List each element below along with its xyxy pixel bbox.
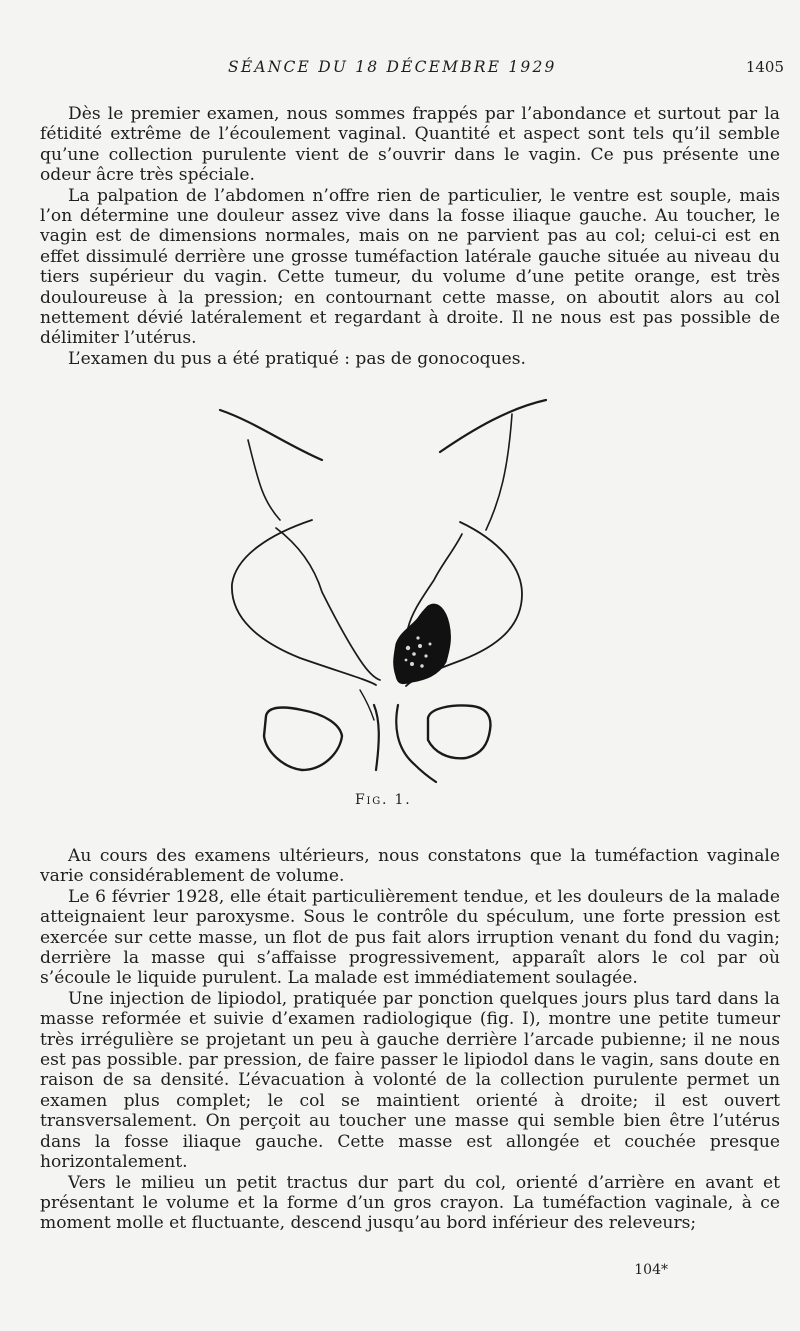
paragraph: Dès le premier examen, nous sommes frappés par l’abondance et surtout par la fétidité extrême de l’écoulement vaginal. Quantité et aspect sont tels qu’il semble qu’une collection purulente vient de s’ouvrir dans le vagin. Ce pus présente une odeur âcre très spéciale. [40, 104, 780, 186]
left-pubic-outline [360, 690, 374, 720]
lipiodol-mass [394, 604, 451, 683]
left-pelvic-brim [232, 520, 376, 685]
page-number: 1405 [745, 58, 784, 76]
left-sacral-border [276, 528, 380, 680]
text-block-bottom [40, 846, 780, 1234]
signature-mark: 104* [634, 1262, 668, 1278]
paragraph: L’examen du pus a été pratiqué : pas de gonocoques. [68, 348, 526, 369]
left-obturator-foramen [264, 708, 342, 770]
pelvic-radiograph-drawing [200, 380, 560, 800]
right-obturator-foramen [428, 706, 490, 759]
left-iliac-crest-line [220, 410, 322, 460]
paragraph: La palpation de l’abdomen n’offre rien de particulier, le ventre est souple, mais l’on détermine une douleur assez vive dans la fosse iliaque gauche. Au toucher, le vagin est de dimensions normales, mais on ne parvient pas au col; celui-ci est en effet dissimulé derrière une grosse tuméfaction latérale gauche située au niveau du tiers supérieur du vagin. Cette tumeur, du volume d’une petite orange, est très douloureuse à la pression; en contournant cette masse, on aboutit alors au col nettement dévié latéralement et regardant à droite. Il ne nous est pas possible de délimiter l’utérus. [40, 185, 780, 349]
right-ala-inner-line [486, 414, 512, 530]
paragraph: Vers le milieu un petit tractus dur part du col, orienté d’arrière en avant et présentant le volume et la forme d’un gros crayon. La tuméfaction vaginale, à ce moment molle et fluctuante, descend jusqu’au bord inférieur des releveurs; [40, 1172, 780, 1234]
figure-1 [200, 380, 560, 800]
figure-caption: Fig. 1. [355, 792, 412, 808]
running-title: SÉANCE DU 18 DÉCEMBRE 1929 [228, 58, 557, 76]
left-ala-inner-line [248, 440, 280, 520]
paragraph: Au cours des examens ultérieurs, nous constatons que la tuméfaction vaginale varie considérablement de volume. [40, 846, 780, 887]
page-header [0, 58, 800, 82]
paragraph: Le 6 février 1928, elle était particulièrement tendue, et les douleurs de la malade atteignaient leur paroxysme. Sous le contrôle du spéculum, une forte pression est exercée sur cette masse, un flot de pus fait alors irruption venant du fond du vagin; derrière la masse qui s’affaisse progressivement, apparaît alors le col par où s’écoule le liquide purulent. La malade est immédiatement soulagée. [40, 886, 780, 989]
paragraph: Une injection de lipiodol, pratiquée par ponction quelques jours plus tard dans la masse reformée et suivie d’examen radiologique (fig. I), montre une petite tumeur très irrégulière se projetant un peu à gauche derrière l’arcade pubienne; il ne nous est pas possible. par pression, de faire passer le lipiodol dans le vagin, sans doute en raison de sa densité. L’évacuation à volonté de la collection purulente permet un examen plus complet; le col se maintient orienté à droite; il est ouvert transversalement. On perçoit au toucher une masse qui semble bien être l’utérus dans la fosse iliaque gauche. Cette masse est allongée et couchée presque horizontalement. [40, 988, 780, 1173]
left-pubic-ramus [374, 705, 379, 770]
text-block-top [40, 104, 780, 369]
right-iliac-crest-line [440, 400, 546, 452]
